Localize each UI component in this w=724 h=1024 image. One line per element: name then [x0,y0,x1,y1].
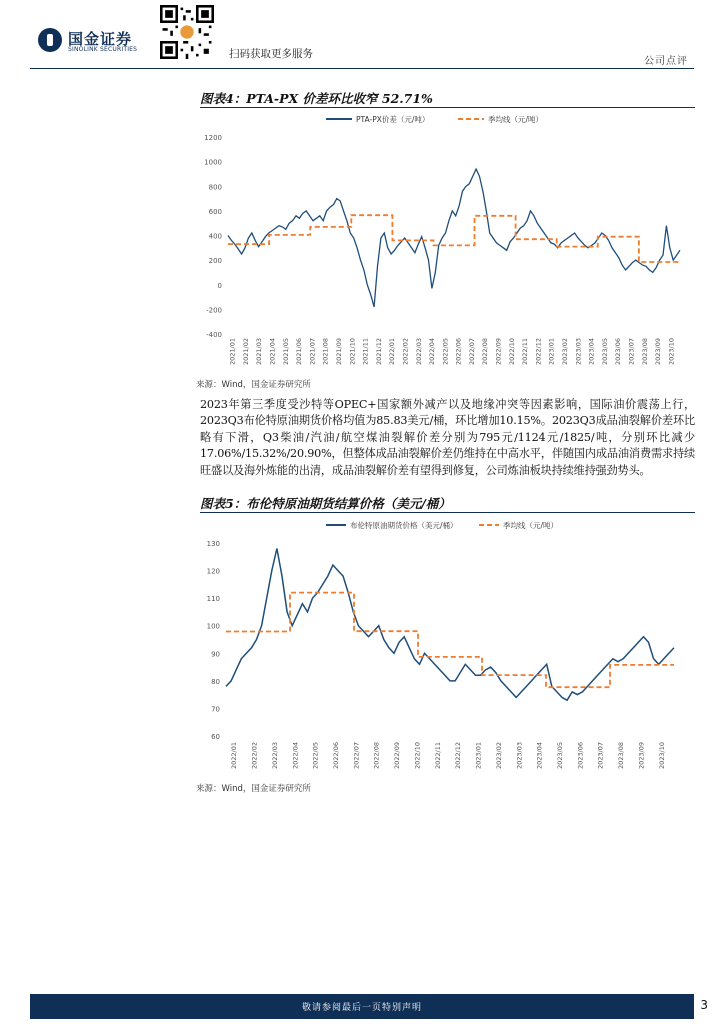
x-tick-label: 2021/10 [348,338,357,366]
legend-series-label: PTA-PX价差（元/吨） [356,115,430,124]
x-tick-label: 2023/08 [617,742,626,770]
x-tick-label: 2023/01 [474,742,483,770]
y-tick-label: 200 [208,257,222,266]
x-tick-label: 2022/02 [250,742,259,770]
x-tick-label: 2021/09 [335,338,343,366]
x-tick-label: 2022/08 [372,742,381,770]
x-tick-label: 2023/06 [614,338,623,366]
page-number: 3 [700,998,708,1012]
x-tick-label: 2023/07 [596,742,605,770]
x-tick-label: 2022/10 [507,338,516,366]
body-paragraph: 2023年第三季度受沙特等OPEC+国家额外减产以及地缘冲突等因素影响，国际油价震荡上行，2023Q3布伦特原油期货价格均值为85.83美元/桶，环比增加10.15%。2023Q3成品油裂解价差环比略有下滑，Q3柴油/汽油/航空煤油裂解价差分别为795元/1124元/1825/吨，分别环比减少17.06%/15.32%/20.90%，但整体成品油裂解价差仍维持在中高水平，伴随国内成品油消费需求持续旺盛以及海外炼能的出清，成品油裂解价差有望得到修复，公司炼油板块持续维持强劲势头。 [200,398,695,477]
legend-avg-label: 季均线（元/吨） [488,115,544,124]
x-tick-label: 2023/02 [561,338,569,366]
x-tick-label: 2023/08 [640,338,649,366]
x-tick-label: 2021/12 [374,338,383,366]
x-tick-label: 2022/06 [332,742,340,770]
y-tick-label: 0 [217,281,222,290]
figure4-rule [200,107,695,108]
y-tick-label: -400 [206,331,222,339]
series-line [228,169,680,307]
qr-caption: 扫码获取更多服务 [229,48,313,60]
x-tick-label: 2023/03 [515,742,524,770]
x-tick-label: 2023/01 [547,338,556,366]
x-tick-label: 2021/08 [321,338,330,366]
y-tick-label: -200 [206,306,222,315]
y-tick-label: 70 [211,705,220,714]
x-tick-label: 2023/09 [654,338,663,366]
x-tick-label: 2022/04 [428,338,437,366]
x-tick-label: 2022/03 [270,742,279,770]
x-tick-label: 2021/04 [268,338,277,366]
x-tick-label: 2022/10 [413,742,422,770]
figure4-source: 来源：Wind，国金证券研究所 [196,380,311,390]
brand-name-cn: 国金证券 [68,30,133,48]
x-tick-label: 2022/06 [454,338,463,366]
x-tick-label: 2022/05 [441,338,450,366]
figure5-title: 图表5：布伦特原油期货结算价格（美元/桶） [200,496,451,511]
brand-name-en: SINOLINK SECURITIES [68,46,138,53]
x-tick-label: 2023/05 [600,338,609,366]
x-tick-label: 2022/12 [454,742,463,770]
figure5-chart [196,514,696,776]
legend-series-label: 布伦特原油期货价格（美元/桶） [350,521,458,530]
x-tick-label: 2022/01 [388,338,397,366]
y-tick-label: 100 [206,622,220,631]
x-tick-label: 2022/12 [534,338,543,366]
x-tick-label: 2023/04 [535,742,544,770]
y-tick-label: 1200 [204,134,222,142]
x-tick-label: 2023/03 [574,338,583,366]
x-tick-label: 2023/10 [667,338,676,366]
figure5-source: 来源：Wind，国金证券研究所 [196,784,311,794]
x-tick-label: 2021/01 [228,338,237,366]
x-tick-label: 2022/11 [521,338,530,366]
y-tick-label: 110 [206,595,220,604]
x-tick-label: 2023/02 [494,742,503,770]
footer-disclaimer[interactable]: 敬请参阅最后一页特别声明 [301,1003,422,1013]
x-tick-label: 2022/09 [393,742,402,770]
x-tick-label: 2021/07 [308,338,317,366]
y-tick-label: 400 [208,232,222,241]
x-tick-label: 2023/09 [637,742,646,770]
x-tick-label: 2023/07 [627,338,636,366]
header-rule [30,68,694,69]
x-tick-label: 2022/01 [230,742,239,770]
y-tick-label: 60 [211,733,220,741]
figure5-rule [200,512,695,513]
x-tick-label: 2022/09 [494,338,503,366]
y-tick-label: 90 [211,650,220,659]
x-tick-label: 2021/11 [361,338,370,366]
report-type-label: 公司点评 [644,56,688,67]
x-tick-label: 2022/07 [352,742,361,770]
x-tick-label: 2023/06 [576,742,585,770]
y-tick-label: 80 [211,677,220,686]
x-tick-label: 2022/07 [467,338,476,366]
x-tick-label: 2022/04 [291,742,300,770]
x-tick-label: 2021/02 [241,338,250,366]
x-tick-label: 2021/03 [255,338,264,366]
x-tick-label: 2022/03 [414,338,423,366]
figure4-chart [196,110,696,372]
x-tick-label: 2023/04 [587,338,596,366]
brand-logo-icon [38,28,62,52]
qr-code-icon[interactable] [160,5,214,59]
series-line [226,549,674,701]
quarterly-average-line [228,215,680,262]
quarterly-average-line [226,593,674,688]
x-tick-label: 2023/10 [657,742,666,770]
y-tick-label: 600 [208,207,222,216]
x-tick-label: 2022/02 [401,338,410,366]
x-tick-label: 2022/11 [433,742,442,770]
x-tick-label: 2021/06 [295,338,304,366]
y-tick-label: 1000 [204,158,222,167]
y-tick-label: 800 [208,183,222,192]
x-tick-label: 2021/05 [281,338,290,366]
y-tick-label: 130 [206,540,220,548]
legend-avg-label: 季均线（元/吨） [503,521,559,530]
x-tick-label: 2022/05 [311,742,320,770]
figure4-title: 图表4：PTA-PX 价差环比收窄 52.71% [200,91,433,106]
x-tick-label: 2023/05 [556,742,564,770]
y-tick-label: 120 [206,567,220,576]
x-tick-label: 2022/08 [481,338,490,366]
